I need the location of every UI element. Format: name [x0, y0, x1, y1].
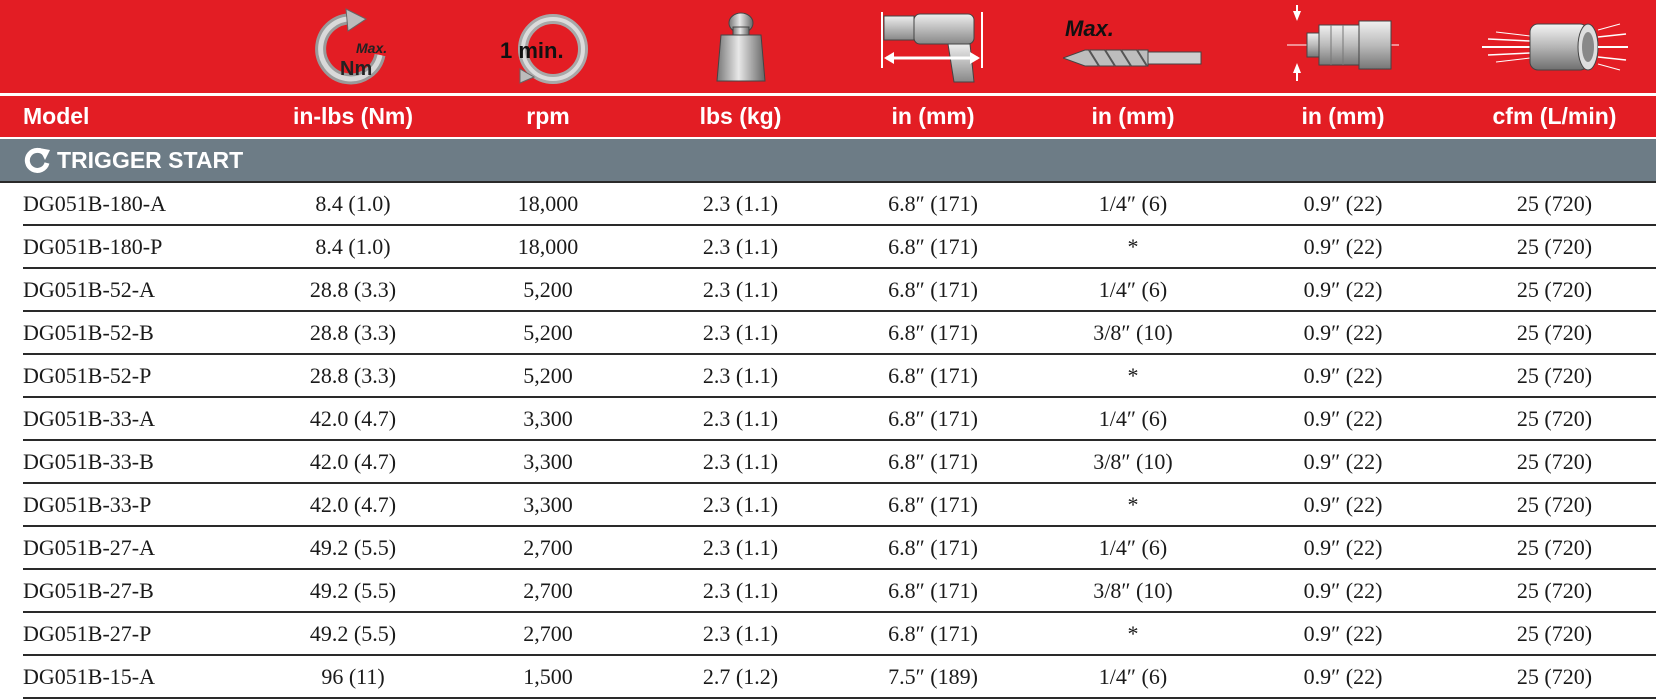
svg-text:Max.: Max.	[356, 39, 388, 56]
cell-torque: 42.0 (4.7)	[309, 491, 397, 517]
cell-model: DG051B-52-B	[23, 319, 154, 345]
table-row	[0, 269, 1656, 312]
tool-length-icon	[833, 0, 1033, 93]
cell-chuck: 0.9″ (22)	[1303, 534, 1383, 560]
cell-air: 25 (720)	[1516, 448, 1593, 474]
cell-chuck: 0.9″ (22)	[1303, 663, 1383, 689]
table-row	[0, 441, 1656, 484]
column-header-speed: rpm	[526, 103, 570, 129]
cell-chuck: 0.9″ (22)	[1303, 620, 1383, 646]
column-header-chuck: in (mm)	[1301, 103, 1385, 129]
svg-text:1 min.: 1 min.	[500, 37, 564, 63]
cell-model: DG051B-33-A	[23, 405, 155, 431]
cell-model: DG051B-27-P	[23, 620, 152, 646]
cell-length: 6.8″ (171)	[888, 448, 978, 474]
table-body	[0, 183, 1656, 699]
cell-weight: 2.3 (1.1)	[702, 491, 779, 517]
cell-weight: 2.3 (1.1)	[702, 534, 779, 560]
cell-air: 25 (720)	[1516, 319, 1593, 345]
cell-capacity: 3/8″ (10)	[1093, 448, 1173, 474]
cell-length: 6.8″ (171)	[888, 276, 978, 302]
cell-capacity: *	[1127, 362, 1139, 388]
weight-icon	[648, 0, 833, 93]
cell-chuck: 0.9″ (22)	[1303, 577, 1383, 603]
cell-weight: 2.3 (1.1)	[702, 577, 779, 603]
cell-torque: 8.4 (1.0)	[315, 233, 391, 259]
torque-icon	[258, 0, 448, 93]
cell-length: 7.5″ (189)	[888, 663, 978, 689]
cell-length: 6.8″ (171)	[888, 319, 978, 345]
cell-air: 25 (720)	[1516, 276, 1593, 302]
cell-torque: 28.8 (3.3)	[309, 362, 397, 388]
cell-chuck: 0.9″ (22)	[1303, 233, 1383, 259]
cell-model: DG051B-27-B	[23, 577, 154, 603]
cell-rpm: 5,200	[523, 319, 573, 345]
cell-torque: 42.0 (4.7)	[309, 448, 397, 474]
drill-bit-icon	[1033, 0, 1233, 93]
cell-chuck: 0.9″ (22)	[1303, 276, 1383, 302]
cell-weight: 2.3 (1.1)	[702, 405, 779, 431]
cell-chuck: 0.9″ (22)	[1303, 362, 1383, 388]
cell-length: 6.8″ (171)	[888, 233, 978, 259]
cell-capacity: 1/4″ (6)	[1098, 190, 1168, 216]
cell-capacity: 1/4″ (6)	[1098, 276, 1168, 302]
cell-model: DG051B-15-A	[23, 663, 155, 689]
restart-arrow-icon	[23, 146, 51, 174]
table-row	[0, 484, 1656, 527]
cell-chuck: 0.9″ (22)	[1303, 405, 1383, 431]
cell-chuck: 0.9″ (22)	[1303, 319, 1383, 345]
air-flow-icon	[1453, 0, 1656, 93]
column-header-air: cfm (L/min)	[1492, 103, 1617, 129]
cell-torque: 96 (11)	[321, 663, 385, 689]
table-row	[0, 656, 1656, 699]
cell-rpm: 3,300	[523, 491, 573, 517]
column-header-length: in (mm)	[891, 103, 975, 129]
table-row	[0, 183, 1656, 226]
cell-air: 25 (720)	[1516, 577, 1593, 603]
cell-capacity: *	[1127, 620, 1139, 646]
cell-air: 25 (720)	[1516, 233, 1593, 259]
column-header-weight: lbs (kg)	[699, 103, 782, 129]
cell-capacity: 1/4″ (6)	[1098, 663, 1168, 689]
cell-model: DG051B-27-A	[23, 534, 155, 560]
cell-air: 25 (720)	[1516, 362, 1593, 388]
table-row	[0, 527, 1656, 570]
time-cycle-icon	[448, 0, 648, 93]
cell-weight: 2.3 (1.1)	[702, 620, 779, 646]
cell-capacity: 1/4″ (6)	[1098, 534, 1168, 560]
cell-air: 25 (720)	[1516, 663, 1593, 689]
cell-chuck: 0.9″ (22)	[1303, 491, 1383, 517]
section-trigger-start	[0, 137, 1656, 183]
cell-air: 25 (720)	[1516, 190, 1593, 216]
cell-air: 25 (720)	[1516, 405, 1593, 431]
cell-rpm: 18,000	[517, 190, 579, 216]
cell-torque: 28.8 (3.3)	[309, 319, 397, 345]
table-row	[0, 570, 1656, 613]
cell-rpm: 3,300	[523, 405, 573, 431]
cell-model: DG051B-52-P	[23, 362, 152, 388]
cell-rpm: 2,700	[523, 577, 573, 603]
column-header-capacity: in (mm)	[1091, 103, 1175, 129]
cell-length: 6.8″ (171)	[888, 405, 978, 431]
cell-weight: 2.3 (1.1)	[702, 190, 779, 216]
column-header-torque: in-lbs (Nm)	[292, 103, 414, 129]
cell-chuck: 0.9″ (22)	[1303, 448, 1383, 474]
column-header-model: Model	[23, 103, 90, 129]
svg-text:Max.: Max.	[1065, 15, 1114, 41]
cell-rpm: 3,300	[523, 448, 573, 474]
cell-model: DG051B-180-A	[23, 190, 166, 216]
cell-weight: 2.3 (1.1)	[702, 276, 779, 302]
cell-weight: 2.7 (1.2)	[702, 663, 779, 689]
cell-torque: 49.2 (5.5)	[309, 577, 397, 603]
cell-rpm: 18,000	[517, 233, 579, 259]
cell-air: 25 (720)	[1516, 620, 1593, 646]
cell-rpm: 5,200	[523, 362, 573, 388]
cell-capacity: 1/4″ (6)	[1098, 405, 1168, 431]
table-row	[0, 613, 1656, 656]
cell-torque: 8.4 (1.0)	[315, 190, 391, 216]
cell-capacity: 3/8″ (10)	[1093, 577, 1173, 603]
column-header-row	[0, 93, 1656, 137]
svg-text:Nm: Nm	[340, 57, 373, 80]
cell-rpm: 1,500	[523, 663, 573, 689]
cell-weight: 2.3 (1.1)	[702, 233, 779, 259]
cell-torque: 49.2 (5.5)	[309, 620, 397, 646]
cell-capacity: 3/8″ (10)	[1093, 319, 1173, 345]
chuck-diameter-icon	[1233, 0, 1453, 93]
table-row	[0, 355, 1656, 398]
cell-model: DG051B-33-P	[23, 491, 152, 517]
cell-model: DG051B-52-A	[23, 276, 155, 302]
table-row	[0, 398, 1656, 441]
cell-rpm: 2,700	[523, 534, 573, 560]
cell-air: 25 (720)	[1516, 491, 1593, 517]
cell-capacity: *	[1127, 491, 1139, 517]
cell-model: DG051B-180-P	[23, 233, 163, 259]
cell-torque: 49.2 (5.5)	[309, 534, 397, 560]
cell-length: 6.8″ (171)	[888, 620, 978, 646]
cell-rpm: 5,200	[523, 276, 573, 302]
table-row	[0, 312, 1656, 355]
section-title: TRIGGER START	[57, 146, 244, 173]
cell-weight: 2.3 (1.1)	[702, 448, 779, 474]
cell-rpm: 2,700	[523, 620, 573, 646]
cell-torque: 28.8 (3.3)	[309, 276, 397, 302]
icon-cell-blank	[0, 0, 258, 93]
cell-length: 6.8″ (171)	[888, 362, 978, 388]
cell-weight: 2.3 (1.1)	[702, 319, 779, 345]
cell-length: 6.8″ (171)	[888, 577, 978, 603]
cell-length: 6.8″ (171)	[888, 534, 978, 560]
cell-chuck: 0.9″ (22)	[1303, 190, 1383, 216]
icon-header-row	[0, 0, 1656, 93]
cell-length: 6.8″ (171)	[888, 491, 978, 517]
cell-length: 6.8″ (171)	[888, 190, 978, 216]
cell-capacity: *	[1127, 233, 1139, 259]
table-row	[0, 226, 1656, 269]
cell-weight: 2.3 (1.1)	[702, 362, 779, 388]
cell-torque: 42.0 (4.7)	[309, 405, 397, 431]
cell-air: 25 (720)	[1516, 534, 1593, 560]
cell-model: DG051B-33-B	[23, 448, 154, 474]
